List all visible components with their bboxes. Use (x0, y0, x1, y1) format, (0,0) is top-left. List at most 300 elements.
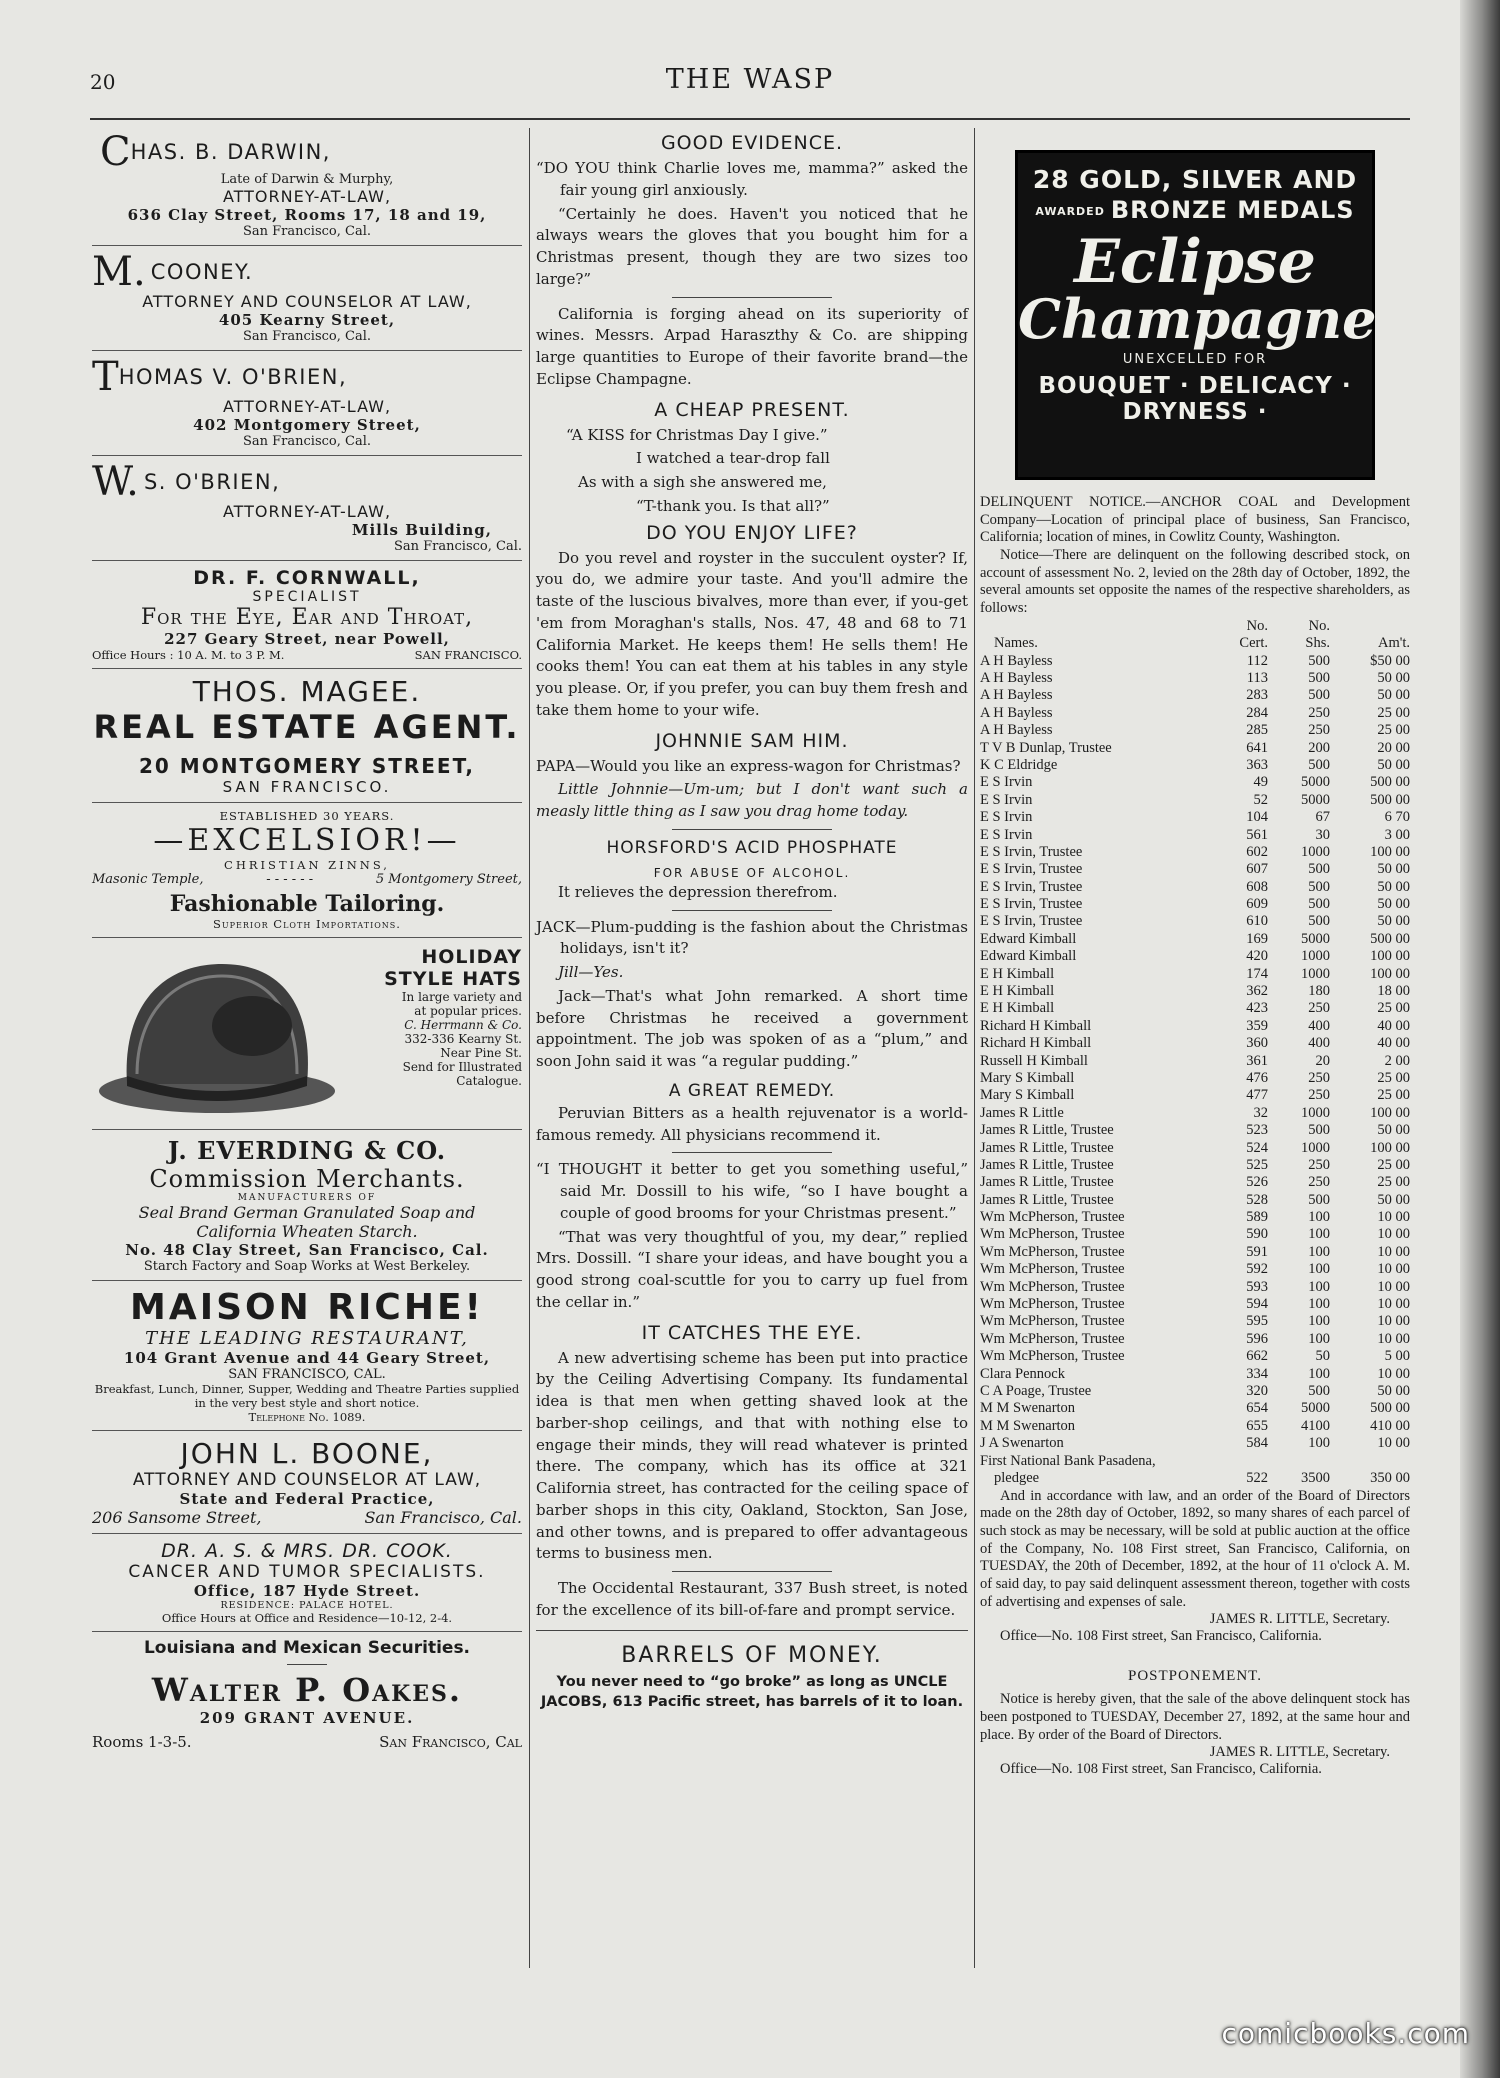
champagne-tagline: BOUQUET · DELICACY · DRYNESS · (1038, 373, 1352, 425)
table-cell: 602 (1246, 843, 1268, 860)
table-row (980, 1122, 1410, 1139)
ad-everding (92, 1130, 522, 1281)
bank-row (980, 1470, 1410, 1487)
ad-city: San Francisco, Cal. (243, 329, 371, 344)
ad-owner: CHRISTIAN ZINNS, (224, 858, 390, 872)
ad-role: ATTORNEY AND COUNSELOR AT LAW, (132, 1470, 482, 1490)
table-cell: 25 00 (1377, 1174, 1410, 1191)
table-row (980, 722, 1410, 739)
table-cell: 20 00 (1377, 739, 1410, 756)
table-cell: 584 (1246, 1435, 1268, 1452)
table-cell: 174 (1246, 965, 1268, 982)
table-cell: 250 (1308, 1069, 1330, 1086)
article-paragraph: “I THOUGHT it better to get you something useful,” said Mr. Dossill to his wife, “so I have bought a couple of good brooms for your Christmas present.” (536, 1160, 968, 1222)
table-cell: 477 (1246, 1087, 1268, 1104)
table-cell: 500 (1308, 687, 1330, 704)
table-cell: 180 (1308, 983, 1330, 1000)
ad-role: ATTORNEY-AT-LAW, (222, 187, 392, 206)
ad-specialty: For the Eye, Ear and Throat, (140, 605, 474, 630)
table-row (980, 879, 1410, 896)
table-cell: 50 00 (1377, 669, 1410, 686)
article-heading: IT CATCHES THE EYE. (641, 1321, 863, 1344)
table-cell: Wm McPherson, Trustee (980, 1278, 1125, 1295)
ad-street: 5 Montgomery Street, (375, 872, 522, 887)
column-notices (980, 130, 1410, 1779)
table-cell: 607 (1246, 861, 1268, 878)
ad-w-obrien (92, 456, 522, 561)
ad-name: MAISON RICHE! (130, 1287, 484, 1328)
poem-line: “T-thank you. Is that all?” (636, 496, 830, 515)
table-row (980, 1035, 1410, 1052)
table-cell: M M Swenarton (980, 1400, 1076, 1417)
drop-letter: W. (92, 459, 139, 505)
champagne-brand: Eclipse (1074, 227, 1316, 297)
table-cell: $50 00 (1370, 652, 1410, 669)
table-row (980, 687, 1410, 704)
bank-line: First National Bank Pasadena, (980, 1452, 1156, 1469)
table-cell: 100 00 (1370, 1104, 1410, 1121)
table-cell: Clara Pennock (980, 1365, 1065, 1382)
office-address: Office—No. 108 First street, San Francisco, California. (1000, 1761, 1322, 1778)
table-row (980, 1105, 1410, 1122)
table-cell: 112 (1246, 652, 1268, 669)
table-cell: 334 (1246, 1365, 1268, 1382)
ad-mfr: MANUFACTURERS OF (237, 1193, 377, 1203)
table-cell: 169 (1246, 930, 1268, 947)
table-cell: 400 (1308, 1017, 1330, 1034)
table-cell: 40 00 (1377, 1017, 1410, 1034)
article-paragraph: You never need to “go broke” as long as UNCLE JACOBS, 613 Pacific street, has barrels of it to loan. (540, 1673, 964, 1710)
table-cell: Mary S Kimball (980, 1087, 1075, 1104)
table-row (980, 1435, 1410, 1452)
page-header (90, 62, 1410, 112)
table-cell: 423 (1246, 1000, 1268, 1017)
table-row (980, 983, 1410, 1000)
article-paragraph: California is forging ahead on its superiority of wines. Messrs. Arpad Haraszthy & Co. are shipping large quantities to Europe of their favorite brand—the Eclipse Champagne. (536, 304, 968, 388)
ad-darwin (92, 130, 522, 246)
table-cell: 500 (1308, 878, 1330, 895)
table-cell: 641 (1246, 739, 1268, 756)
ad-address: 104 Grant Avenue and 44 Geary Street, (123, 1349, 491, 1367)
article-paragraph: “DO YOU think Charlie loves me, mamma?” asked the fair young girl anxiously. (536, 159, 968, 199)
hats-address: 332-336 Kearny St. (404, 1032, 522, 1046)
ad-magee (92, 669, 522, 803)
table-cell: 40 00 (1377, 1035, 1410, 1052)
table-cell: 524 (1246, 1139, 1268, 1156)
table-cell: 5000 (1301, 930, 1330, 947)
table-header: No. (1246, 617, 1268, 634)
table-row (980, 740, 1410, 757)
ad-name: DR. A. S. & MRS. DR. COOK. (161, 1540, 453, 1562)
column-articles (536, 130, 968, 1712)
table-row (980, 1192, 1410, 1209)
table-cell: James R Little, Trustee (980, 1156, 1114, 1173)
table-cell: 10 00 (1377, 1209, 1410, 1226)
table-cell: 500 (1308, 896, 1330, 913)
table-cell: 2 00 (1384, 1052, 1410, 1069)
ad-address: 636 Clay Street, Rooms 17, 18 and 19, (127, 206, 487, 224)
table-cell: 10 00 (1377, 1313, 1410, 1330)
table-cell: Wm McPherson, Trustee (980, 1330, 1125, 1347)
table-cell: 10 00 (1377, 1365, 1410, 1382)
table-cell: 250 (1308, 1156, 1330, 1173)
table-cell: E S Irvin, Trustee (980, 843, 1083, 860)
table-cell: 500 (1308, 1122, 1330, 1139)
hats-line: Send for Illustrated (402, 1060, 522, 1074)
article-heading: A CHEAP PRESENT. (654, 398, 850, 421)
table-cell: James R Little, Trustee (980, 1191, 1114, 1208)
table-cell: 50 00 (1377, 913, 1410, 930)
table-row (980, 792, 1410, 809)
table-cell: 100 (1308, 1209, 1330, 1226)
table-cell: Edward Kimball (980, 930, 1077, 947)
table-row (980, 1018, 1410, 1035)
table-cell: 50 00 (1377, 878, 1410, 895)
table-row (980, 1000, 1410, 1017)
table-cell: 50 00 (1377, 861, 1410, 878)
table-cell: Wm McPherson, Trustee (980, 1209, 1125, 1226)
office-address: Office—No. 108 First street, San Francisco, California. (1000, 1628, 1322, 1645)
ad-practice: State and Federal Practice, (179, 1490, 435, 1508)
secretary-signature: JAMES R. LITTLE, Secretary. (1209, 1611, 1390, 1628)
table-cell: 500 (1308, 861, 1330, 878)
ad-hours: Office Hours at Office and Residence—10-12, 2-4. (161, 1611, 453, 1625)
article-heading: JOHNNIE SAM HIM. (655, 729, 849, 752)
article-heading: DO YOU ENJOY LIFE? (646, 521, 858, 544)
table-cell: 10 00 (1377, 1261, 1410, 1278)
table-row (980, 1313, 1410, 1330)
table-cell: E S Irvin (980, 774, 1033, 791)
table-cell: 10 00 (1377, 1226, 1410, 1243)
poem-line: I watched a tear-drop fall (636, 449, 830, 468)
table-row (980, 1331, 1410, 1348)
table-cell: 525 (1246, 1156, 1268, 1173)
table-cell: Richard H Kimball (980, 1035, 1092, 1052)
hats-line: In large variety and (401, 990, 522, 1004)
table-cell: 104 (1246, 809, 1268, 826)
ad-oakes (92, 1632, 522, 1757)
ad-established: ESTABLISHED 30 YEARS. (219, 809, 395, 823)
ad-address: Office, 187 Hyde Street. (193, 1582, 421, 1600)
table-cell: 590 (1246, 1226, 1268, 1243)
champagne-ad (1015, 150, 1375, 480)
table-cell: Wm McPherson, Trustee (980, 1313, 1125, 1330)
table-cell: 52 (1253, 791, 1268, 808)
ad-city: San Francisco, Cal (379, 1733, 522, 1751)
table-cell: E S Irvin, Trustee (980, 861, 1083, 878)
table-cell: 1000 (1301, 965, 1330, 982)
table-cell: E H Kimball (980, 983, 1055, 1000)
table-cell: 50 00 (1377, 896, 1410, 913)
ad-address: 20 MONTGOMERY STREET, (139, 754, 475, 778)
table-cell: 655 (1246, 1417, 1268, 1434)
ad-city: SAN FRANCISCO, CAL. (228, 1367, 386, 1382)
table-row (980, 1140, 1410, 1157)
ad-role: ATTORNEY AND COUNSELOR AT LAW, (142, 292, 472, 311)
hats-title-2: STYLE HATS (384, 968, 522, 990)
table-row (980, 861, 1410, 878)
ad-city: San Francisco, Cal. (243, 224, 371, 239)
table-header: Cert. (1239, 635, 1268, 652)
table-cell: 609 (1246, 896, 1268, 913)
table-cell: 5000 (1301, 791, 1330, 808)
article-paragraph: “Certainly he does. Haven't you noticed that he always wears the gloves that you bought him for a Christmas present, though they are two sizes too large?” (536, 204, 968, 288)
table-cell: 100 (1308, 1261, 1330, 1278)
table-row (980, 1053, 1410, 1070)
ad-boone (92, 1431, 522, 1534)
ad-role: SPECIALIST (252, 589, 362, 605)
table-cell: C A Poage, Trustee (980, 1383, 1092, 1399)
bowler-hat-icon (92, 946, 342, 1121)
ad-factory: Starch Factory and Soap Works at West Berkeley. (143, 1259, 471, 1274)
delinquent-stock-table (980, 618, 1410, 1453)
table-cell: 591 (1246, 1243, 1268, 1260)
table-cell: 522 (1246, 1470, 1268, 1487)
column-rule-1 (529, 128, 530, 1968)
table-cell: 1000 (1301, 1139, 1330, 1156)
table-cell: 100 (1308, 1330, 1330, 1347)
ad-service: Fashionable Tailoring. (169, 891, 445, 917)
ad-name: THOS. MAGEE. (192, 675, 422, 708)
table-cell: Richard H Kimball (980, 1017, 1092, 1034)
table-cell: 283 (1246, 687, 1268, 704)
table-cell: 10 00 (1377, 1330, 1410, 1347)
table-cell: E H Kimball (980, 1000, 1055, 1017)
champagne-line: UNEXCELLED FOR (1122, 352, 1268, 367)
table-row (980, 827, 1410, 844)
masthead-title: THE WASP (665, 64, 835, 95)
table-cell: E S Irvin (980, 809, 1033, 826)
table-cell: Mary S Kimball (980, 1069, 1075, 1086)
table-row (980, 809, 1410, 826)
table-cell: 1000 (1301, 948, 1330, 965)
article-paragraph: The Occidental Restaurant, 337 Bush street, is noted for the excellence of its bill-of-fare and prompt service. (536, 1579, 968, 1619)
ad-address: 405 Kearny Street, (218, 311, 396, 329)
ad-city: SAN FRANCISCO. (222, 778, 392, 796)
table-cell: E S Irvin (980, 791, 1033, 808)
table-row (980, 1087, 1410, 1104)
table-cell: A H Bayless (980, 704, 1053, 721)
article-heading: BARRELS OF MONEY. (621, 1642, 883, 1668)
table-cell: 250 (1308, 722, 1330, 739)
table-row (980, 1400, 1410, 1417)
table-cell: A H Bayless (980, 669, 1053, 686)
article-heading: GOOD EVIDENCE. (660, 132, 844, 154)
page-number: 20 (90, 70, 116, 94)
table-cell: 200 (1308, 739, 1330, 756)
ad-address: No. 48 Clay Street, San Francisco, Cal. (125, 1241, 489, 1259)
table-row (980, 1209, 1410, 1226)
article-paragraph: Little Johnnie—Um-um; but I don't want such a measly little thing as I saw you drag home today. (536, 780, 968, 820)
ad-dashes: - - - - - - (266, 872, 314, 887)
table-row (980, 670, 1410, 687)
table-cell: 25 00 (1377, 704, 1410, 721)
ad-cook (92, 1534, 522, 1632)
table-cell: 25 00 (1377, 722, 1410, 739)
ad-name: EXCELSIOR! (187, 823, 427, 858)
table-cell: 500 00 (1370, 930, 1410, 947)
article-paragraph: “That was very thoughtful of you, my dear,” replied Mrs. Dossill. “I share your ideas, and have bought you a good strong coal-scuttle for you to carry up fuel from the cellar in.” (536, 1227, 968, 1311)
table-cell: 25 00 (1377, 1087, 1410, 1104)
postponement-body: Notice is hereby given, that the sale of the above delinquent stock has been postponed to TUESDAY, December 27, 1892, at the same hour and place. By order of the Board of Directors. (980, 1691, 1410, 1743)
table-cell: 561 (1246, 826, 1268, 843)
table-cell: 410 00 (1370, 1417, 1410, 1434)
table-cell: 476 (1246, 1069, 1268, 1086)
table-cell: 100 (1308, 1296, 1330, 1313)
ad-address: 209 GRANT AVENUE. (199, 1709, 415, 1727)
table-row (980, 1366, 1410, 1383)
table-cell: A H Bayless (980, 652, 1053, 669)
table-cell: K C Eldridge (980, 756, 1058, 773)
table-cell: pledgee (994, 1470, 1040, 1487)
table-cell: 50 (1315, 1348, 1330, 1365)
table-cell: 610 (1246, 913, 1268, 930)
table-cell: 608 (1246, 878, 1268, 895)
table-row (980, 1383, 1410, 1400)
table-row (980, 896, 1410, 913)
table-row (980, 931, 1410, 948)
table-row (980, 1070, 1410, 1087)
table-cell: 250 (1308, 1174, 1330, 1191)
ad-name: S. O'BRIEN, (143, 470, 281, 494)
ad-name: DR. F. CORNWALL, (193, 567, 421, 589)
table-cell: 400 (1308, 1035, 1330, 1052)
table-cell: 5000 (1301, 774, 1330, 791)
ad-city: San Francisco, Cal. (394, 539, 522, 554)
page-edge (1460, 0, 1500, 2078)
ad-cornwall (92, 561, 522, 669)
table-cell: 100 (1308, 1365, 1330, 1382)
poem-line: “A KISS for Christmas Day I give.” (566, 425, 828, 444)
table-cell: 10 00 (1377, 1243, 1410, 1260)
table-cell: 100 (1308, 1313, 1330, 1330)
table-cell: 500 00 (1370, 791, 1410, 808)
table-cell: 100 (1308, 1278, 1330, 1295)
article-heading: A GREAT REMEDY. (668, 1080, 836, 1101)
sale-notice: And in accordance with law, and an order of the Board of Directors made on the 28th day of October, 1892, so many shares of each parcel of such stock as may be necessary, will be sold at public auction at the office of the Company, No. 108 First street, San Francisco, California, on TUESDAY, the 20th of December, 1892, at the hour of 11 o'clock A. M. of said day, to pay said delinquent assessment thereon, together with costs of advertising and expenses of sale. (980, 1487, 1410, 1610)
table-cell: M M Swenarton (980, 1417, 1076, 1434)
table-cell: 500 (1308, 652, 1330, 669)
table-cell: 362 (1246, 983, 1268, 1000)
ad-product: Seal Brand German Granulated Soap and (138, 1203, 476, 1222)
champagne-awarded: AWARDED (1035, 204, 1105, 218)
table-header: No. (1308, 617, 1330, 634)
table-cell: 361 (1246, 1052, 1268, 1069)
table-cell: 20 (1315, 1052, 1330, 1069)
hats-line: at popular prices. (414, 1004, 522, 1018)
ad-city: San Francisco, Cal. (364, 1508, 522, 1527)
table-cell: 596 (1246, 1330, 1268, 1347)
hats-line: Catalogue. (456, 1074, 522, 1088)
table-cell: James R Little, Trustee (980, 1122, 1114, 1139)
table-cell: 350 00 (1370, 1470, 1410, 1487)
table-row (980, 844, 1410, 861)
article-paragraph: PAPA—Would you like an express-wagon for Christmas? (536, 756, 961, 775)
table-cell: 500 00 (1370, 1400, 1410, 1417)
ad-thomas-obrien (92, 351, 522, 456)
table-cell: 250 (1308, 1000, 1330, 1017)
ad-phone: Telephone No. 1089. (248, 1410, 366, 1424)
ad-address: 227 Geary Street, near Powell, (164, 630, 450, 648)
table-cell: 250 (1308, 704, 1330, 721)
article-heading: HORSFORD'S ACID PHOSPHATE (606, 837, 898, 858)
ad-address: 402 Montgomery Street, (193, 416, 421, 434)
table-row (980, 913, 1410, 930)
secretary-signature: JAMES R. LITTLE, Secretary. (1209, 1744, 1390, 1761)
table-cell: 100 (1308, 1243, 1330, 1260)
table-cell: T V B Dunlap, Trustee (980, 739, 1112, 756)
table-cell: Edward Kimball (980, 948, 1077, 965)
table-cell: E H Kimball (980, 965, 1055, 982)
article-paragraph: Jack—That's what John remarked. A short time before Christmas he received a government appointment. The job was spoken of as a “plum,” and soon John said it was “a regular pudding.” (536, 986, 968, 1070)
ad-product: California Wheaten Starch. (196, 1222, 418, 1241)
article-subheading: FOR ABUSE OF ALCOHOL. (653, 865, 851, 880)
table-cell: 500 (1308, 756, 1330, 773)
article-paragraph: Do you revel and royster in the succulent oyster? If, you do, we admire your taste. And you'll admire the taste of the luscious bivalves, more than ever, if you-get 'em from Moraghan's stalls, Nos. 47, 48 and 68 to 71 California Market. He keeps them! He sells them! He cooks them! You can eat them at his tables in any style you please. Or, if you prefer, you can buy them fresh and take them home to your wife. (536, 548, 968, 719)
delinquent-notice-intro: DELINQUENT NOTICE.—ANCHOR COAL and Development Company—Location of principal place of business, San Francisco, California; location of mines, in Cowlitz County, Washington. (980, 494, 1410, 546)
ad-maison-riche (92, 1281, 522, 1431)
column-ads (92, 130, 522, 1757)
table-cell: 50 00 (1377, 1122, 1410, 1139)
table-cell: 500 (1308, 1383, 1330, 1399)
table-cell: 6 70 (1384, 809, 1410, 826)
poem-line: As with a sigh she answered me, (578, 473, 827, 491)
table-row (980, 653, 1410, 670)
table-cell: James R Little, Trustee (980, 1174, 1114, 1191)
table-cell: 500 00 (1370, 774, 1410, 791)
ad-excelsior: ESTABLISHED 30 YEARS. —EXCELSIOR!— CHRISTIAN ZINNS, Masonic Temple, - - - - - - 5 Montgomery Street, Fashionable Tailoring. Superior Cloth Importations. (92, 803, 522, 938)
table-header: Names. (994, 635, 1038, 652)
table-cell: Wm McPherson, Trustee (980, 1261, 1125, 1278)
champagne-product: Champagne (1018, 287, 1377, 351)
ad-securities: Louisiana and Mexican Securities. (143, 1638, 471, 1658)
ad-city: SAN FRANCISCO. (414, 648, 522, 662)
table-cell: James R Little, Trustee (980, 1139, 1114, 1156)
table-row (980, 1226, 1410, 1243)
ad-role: ATTORNEY-AT-LAW, (222, 397, 392, 416)
table-cell: James R Little (980, 1104, 1064, 1121)
table-row (980, 1261, 1410, 1278)
table-header: Am't. (1377, 635, 1410, 652)
table-header: Shs. (1305, 635, 1330, 652)
delinquent-notice-body: Notice—There are delinquent on the following described stock, on account of assessment No. 2, levied on the 28th day of October, 1892, the several amounts set opposite the names of the respective shareholders, as follows: (980, 547, 1410, 617)
ad-tagline: Superior Cloth Importations. (213, 917, 401, 931)
ad-line: Late of Darwin & Murphy, (220, 172, 394, 187)
article-paragraph: Peruvian Bitters as a health rejuvenator is a world-famous remedy. All physicians recommend it. (536, 1103, 968, 1144)
table-cell: 285 (1246, 722, 1268, 739)
table-cell: 523 (1246, 1122, 1268, 1139)
table-row (980, 1174, 1410, 1191)
table-cell: 589 (1246, 1209, 1268, 1226)
table-cell: 100 00 (1370, 948, 1410, 965)
table-row (980, 757, 1410, 774)
table-cell: 10 00 (1377, 1435, 1410, 1452)
drop-letter: T (92, 354, 119, 400)
table-cell: 360 (1246, 1035, 1268, 1052)
drop-letter: C (100, 129, 131, 175)
table-cell: Wm McPherson, Trustee (980, 1348, 1125, 1365)
table-cell: 30 (1315, 826, 1330, 843)
table-cell: 500 (1308, 669, 1330, 686)
ad-hours: Office Hours : 10 A. M. to 3 P. M. (92, 648, 285, 662)
table-row (980, 1296, 1410, 1313)
table-cell: 5000 (1301, 1400, 1330, 1417)
table-row (980, 1279, 1410, 1296)
table-cell: 363 (1246, 756, 1268, 773)
drop-letter: M. (92, 249, 146, 295)
table-cell: 50 00 (1377, 756, 1410, 773)
table-cell: 1000 (1301, 843, 1330, 860)
